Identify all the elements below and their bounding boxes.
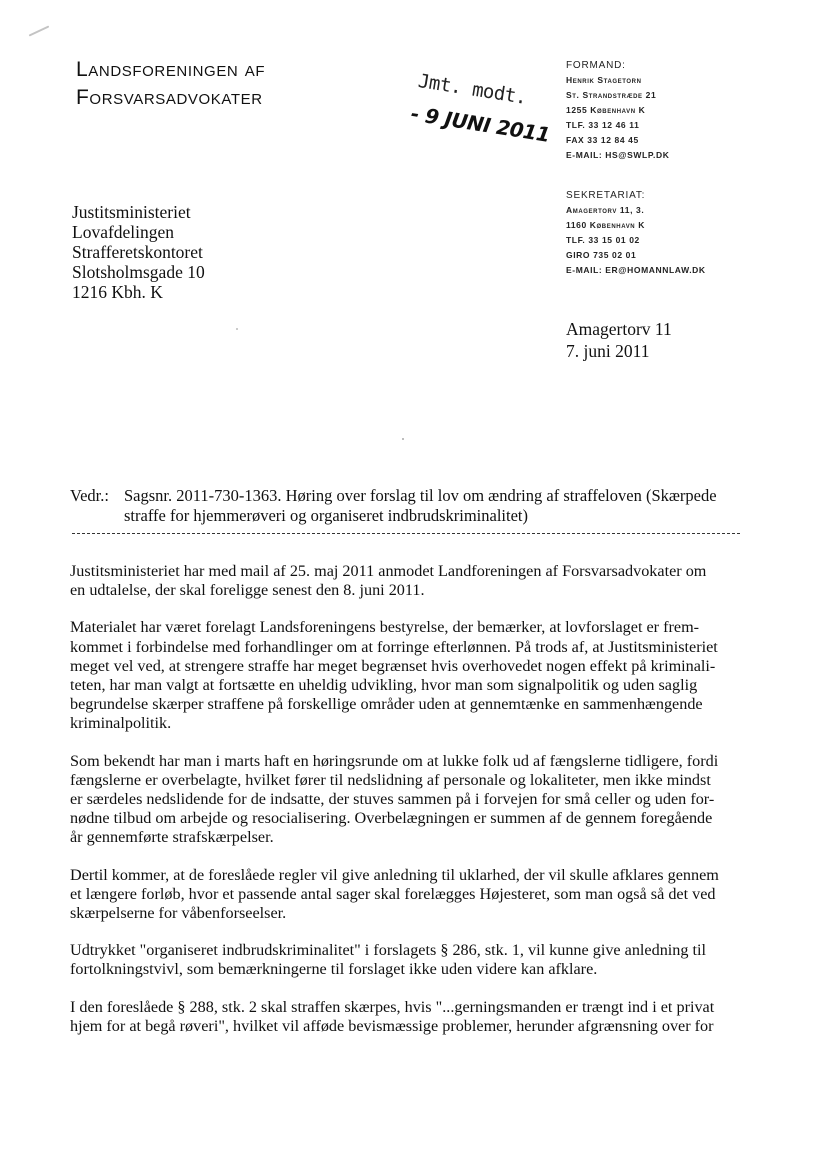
recipient-line: Strafferetskontoret [72, 242, 203, 262]
body-line: begrundelse skærper straffene på forskellige områder uden at gennemtænke en sammenhængende [70, 695, 703, 714]
body-line: er særdeles nedslidende for de indsatte, der stuves sammen på i forvejen for små celler og uden for- [70, 790, 715, 809]
subject-line: Sagsnr. 2011-730-1363. Høring over forslag til lov om ændring af straffeloven (Skærpede [124, 486, 717, 505]
body-paragraph [70, 998, 742, 1036]
sekretariat-contact-block [566, 188, 706, 278]
stamp-date: - 9 JUNI 2011 [409, 101, 552, 147]
body-line: et længere forløb, hvor et passende antal sager skal forelægges Højesteret, som man også så det ved [70, 884, 716, 903]
sekretariat-email: E-MAIL: ER@HOMANNLAW.DK [566, 265, 706, 275]
formand-street: St. Strandstræde 21 [566, 90, 657, 100]
body-line: Udtrykket "organiseret indbrudskriminalitet" i forslagets § 286, stk. 1, vil kunne give anledning til [70, 941, 707, 960]
organization-name-line: Landsforeningen af [76, 58, 266, 81]
formand-city: 1255 København K [566, 105, 646, 115]
body-line: Dertil kommer, at de foreslåede regler vil give anledning til uklarhed, der vil skulle afklares gennem [70, 865, 719, 884]
body-line: kriminalpolitik. [70, 714, 172, 733]
sender-place-date [566, 318, 672, 362]
body-line: teten, har man valgt at fortsætte en uheldig udvikling, hvor man som signalpolitik og uden saglig [70, 676, 698, 695]
body-line: Som bekendt har man i marts haft en høringsrunde om at lukke folk ud af fængslerne tidligere, fordi [70, 751, 719, 770]
body-paragraph [70, 562, 742, 600]
body-line: år gennemførte strafskærpelser. [70, 828, 274, 847]
recipient-line: 1216 Kbh. K [72, 282, 163, 302]
organization-name-line: Forsvarsadvokater [76, 86, 263, 109]
body-paragraph [70, 866, 742, 924]
body-paragraph [70, 752, 742, 848]
recipient-line: Lovafdelingen [72, 222, 175, 242]
scan-speck [29, 25, 50, 36]
formand-phone: TLF. 33 12 46 11 [566, 120, 640, 130]
formand-name: Henrik Stagetorn [566, 75, 642, 85]
body-line: Justitsministeriet har med mail af 25. maj 2011 anmodet Landforeningen af Forsvarsadvokater om [70, 562, 707, 580]
body-line: nødne tilbud om arbejde og resocialisering. Overbelægningen er summen af de gennem foregående [70, 809, 713, 828]
received-stamp [407, 70, 552, 168]
body-line: Materialet har været forelagt Landsforeningens bestyrelse, der bemærker, at lovforslaget er frem- [70, 618, 700, 637]
recipient-line: Justitsministeriet [72, 202, 191, 222]
body-line: meget vel ved, at strengere straffe har meget begrænset hvis overhovedet nogen effekt på kriminali- [70, 656, 716, 675]
body-line: hjem for at begå røveri", hvilket vil afføde bevismæssige problemer, herunder afgrænsning over for [70, 1016, 714, 1035]
letter-date: 7. juni 2011 [566, 341, 650, 361]
sekretariat-heading: SEKRETARIAT: [566, 190, 646, 201]
organization-name [76, 56, 265, 112]
sekretariat-giro: GIRO 735 02 01 [566, 250, 637, 260]
subject-divider [72, 533, 740, 534]
body-line: skærpelserne for våbenforseelser. [70, 904, 287, 923]
recipient-address [72, 202, 205, 302]
recipient-line: Slotsholmsgade 10 [72, 262, 205, 282]
formand-email: E-MAIL: HS@SWLP.DK [566, 150, 670, 160]
body-line: I den foreslåede § 288, stk. 2 skal straffen skærpes, hvis "...gerningsmanden er trængt ind i et privat [70, 997, 715, 1016]
body-paragraph [70, 618, 742, 733]
sekretariat-street: Amagertorv 11, 3. [566, 205, 645, 215]
scan-speck [236, 328, 238, 330]
scan-speck [402, 438, 404, 440]
letter-body [70, 562, 742, 1054]
body-line: fængslerne er overbelagte, hvilket fører til nedslidning af personale og lokaliteter, men ikke mindst [70, 770, 711, 789]
sekretariat-city: 1160 København K [566, 220, 645, 230]
formand-heading: FORMAND: [566, 60, 626, 71]
subject-label: Vedr.: [70, 486, 109, 505]
sekretariat-phone: TLF. 33 15 01 02 [566, 235, 640, 245]
subject-line: straffe for hjemmerøveri og organiseret indbrudskriminalitet) [124, 506, 528, 525]
body-line: kommet i forbindelse med forhandlinger om at forringe efterlønnen. På trods af, at Justitsministeriet [70, 637, 718, 656]
body-paragraph [70, 941, 742, 979]
formand-contact-block [566, 58, 669, 163]
stamp-received-text: Jmt. modt. [416, 70, 529, 109]
body-line: en udtalelse, der skal foreligge senest den 8. juni 2011. [70, 581, 425, 600]
formand-fax: FAX 33 12 84 45 [566, 135, 639, 145]
sender-address: Amagertorv 11 [566, 319, 672, 339]
body-line: fortolkningstvivl, som bemærkningerne til forslaget ikke uden videre kan afklare. [70, 960, 598, 979]
